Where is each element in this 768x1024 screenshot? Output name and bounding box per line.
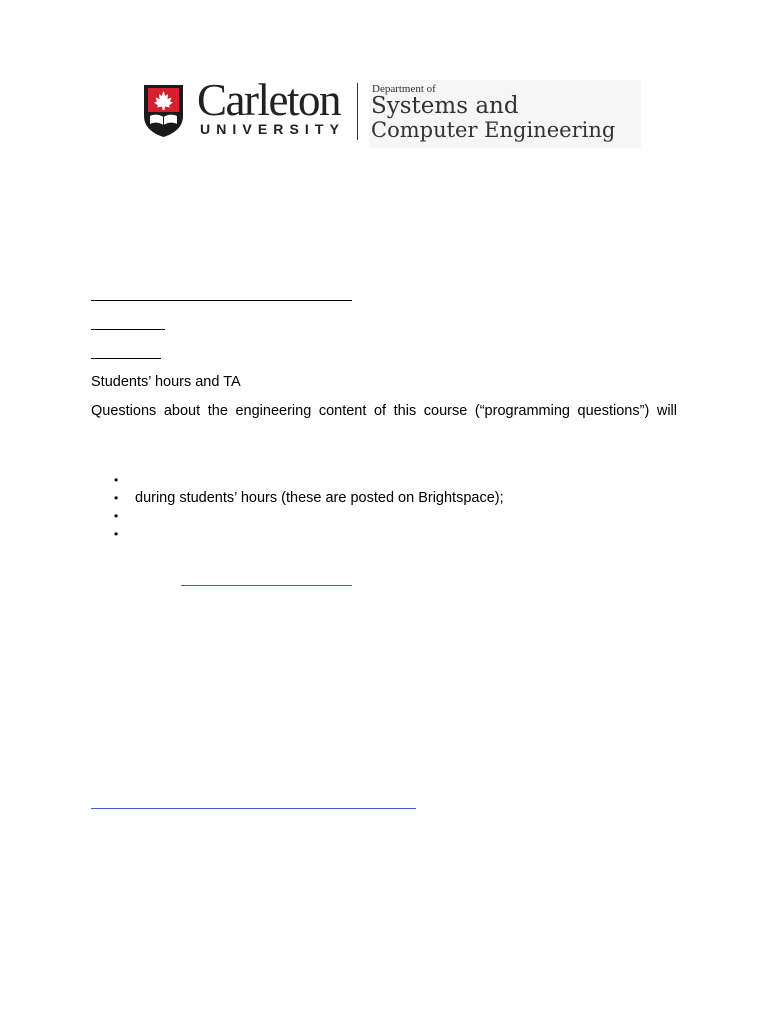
logo-carleton: Carleton xyxy=(197,75,340,125)
blank-underline-1 xyxy=(91,300,352,301)
department-label: Department of xyxy=(372,83,436,95)
department-block xyxy=(369,80,641,148)
department-name-line1: Systems and xyxy=(371,93,519,119)
page-header xyxy=(143,75,641,148)
list-item-text: during students’ hours (these are posted on Brightspace); xyxy=(135,490,504,506)
blank-underline-2 xyxy=(91,329,165,330)
body-paragraph: Questions about the engineering content of this course (“programming questions”) will xyxy=(91,403,677,419)
bullet-dot-icon: • xyxy=(114,527,119,541)
bullet-dot-icon: • xyxy=(114,491,119,505)
bullet-dot-icon: • xyxy=(114,509,119,523)
department-name-line2: Computer Engineering xyxy=(371,118,616,142)
logo-divider xyxy=(357,83,358,140)
section-heading: Students’ hours and TA xyxy=(91,374,241,390)
hyperlink-underline-2[interactable] xyxy=(91,808,416,809)
logo-university: UNIVERSITY xyxy=(200,121,346,137)
bullet-dot-icon: • xyxy=(114,473,119,487)
hyperlink-underline-1[interactable] xyxy=(181,585,352,586)
blank-underline-3 xyxy=(91,358,161,359)
carleton-shield-icon xyxy=(143,84,184,138)
